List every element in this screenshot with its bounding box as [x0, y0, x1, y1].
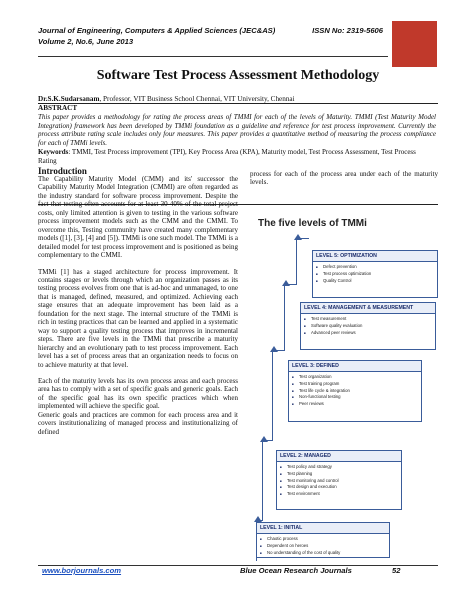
arrow-up-icon: [270, 346, 278, 352]
level-label: LEVEL 1: INITIAL: [257, 523, 389, 534]
level-item: ■ Advanced peer reviews: [311, 330, 435, 337]
level-item: ■ Test design and execution: [287, 484, 401, 491]
figure-title: The five levels of TMMi: [258, 218, 367, 229]
level-item: ■ Quality Control: [323, 278, 437, 285]
keywords-label: Keywords: [38, 148, 69, 156]
journal-header: [38, 26, 383, 47]
journal-name: Journal of Engineering, Computers & Applied Sciences (JEC&AS): [38, 26, 276, 35]
journal-volume: Volume 2, No.6, June 2013: [38, 36, 134, 46]
level-label: LEVEL 5: OPTIMIZATION: [313, 251, 437, 262]
section-heading-introduction: Introduction: [38, 166, 87, 176]
paragraph: TMMi [1] has a staged architecture for process improvement. It contains stages or levels through which an organization passes as its testing process evolves from one that is ad-hoc and unmanaged, to one that is managed, defined, measured, and optimized. Achieving each stage ensures that an adequate improvement has been laid as a foundation for the next stage. The internal structure of the TMMi is rich in testing practices that can be learned and applied in a systematic way to support a quality testing process that improves in incremental steps. There are five levels in the TMMi that prescribe a maturity hierarchy and an evolutionary path to test process improvement. Each level has a set of process areas that an organization needs to focus on to achieve maturity at that level.: [38, 267, 238, 369]
level-3-box: [288, 360, 422, 422]
paragraph: Each of the maturity levels has its own process areas and each process area has to comply with a set of specific goals and generic goals. Each of the specific goal has its own specific practices which when implemented will achieve the specific goal.: [38, 376, 238, 411]
level-item: ■ Test training program: [299, 381, 421, 388]
arrow-up-icon: [294, 234, 302, 240]
level-item: ■ Test planning: [287, 471, 401, 478]
level-item: ■ Test life cycle & integration: [299, 388, 421, 395]
level-item: ■ Test policy and strategy: [287, 464, 401, 471]
paper-title: Software Test Process Assessment Methodology: [96, 68, 380, 83]
level-item: ■ Test organization: [299, 374, 421, 381]
tmmi-levels-figure: [252, 208, 438, 558]
right-column-text: process for each of the process area under each of the maturity levels.: [250, 170, 438, 187]
level-label: LEVEL 3: DEFINED: [289, 361, 421, 372]
journal-url-link[interactable]: www.borjournals.com: [42, 566, 122, 575]
author-name: Dr.S.K.Sudarsanam: [38, 95, 100, 103]
arrow-up-icon: [282, 280, 290, 286]
level-1-box: [256, 522, 390, 558]
staircase-line: [272, 350, 285, 441]
level-item: ■ Test monitoring and control: [287, 478, 401, 485]
arrow-up-icon: [260, 436, 268, 442]
publisher-name: Blue Ocean Research Journals: [240, 566, 352, 575]
staircase-line: [296, 238, 309, 285]
keywords-text: : TMMI, Test Process improvement (TPI), Key Process Area (KPA), Maturity model, Test Process Assessment, Test Process Rating: [38, 148, 416, 165]
paragraph: Generic goals and practices are common for each process area and it covers institutionalizing of managed process and institutionalizing of defined: [38, 410, 238, 436]
keywords: [38, 148, 436, 165]
level-item: ■ Test process optimization: [323, 271, 437, 278]
level-item: ■ Test measurement: [311, 316, 435, 323]
level-label: LEVEL 4: MANAGEMENT & MEASUREMENT: [301, 303, 435, 314]
page-number: 52: [392, 566, 401, 575]
staircase-line: [284, 284, 297, 351]
level-2-box: [276, 450, 402, 510]
level-4-box: [300, 302, 436, 350]
header-divider: [38, 56, 388, 57]
level-item: ■ Non-functional testing: [299, 394, 421, 401]
issn-number: ISSN No: 2319-5606: [312, 26, 383, 35]
author-line: [38, 95, 438, 103]
author-affiliation: , Professor, VIT Business School Chennai, VIT University, Chennai: [99, 95, 295, 103]
level-label: LEVEL 2: MANAGED: [277, 451, 401, 462]
level-item: ■ Software quality evaluation: [311, 323, 435, 330]
left-column: [38, 175, 238, 444]
abstract-heading: ABSTRACT: [38, 104, 78, 112]
journal-logo-block: [392, 21, 437, 67]
level-item: ■ No understanding of the cost of quality: [267, 550, 389, 557]
level-item: ■ Test environment: [287, 491, 401, 498]
level-item: ■ Peer reviews: [299, 401, 421, 408]
paragraph: The Capability Maturity Model (CMM) and its' successor the Capability Maturity Model Integration (CMMI) are often regarded as the industry standard for software process improvement. Despite the fact that testing often accounts for at least 30-40% of the total project costs, only limited attention is given to testing in the various software process improvement models such as the CMM and the CMMI. To overcome this, Testing community have created many complementary models ([1], [3], [4] and [5]). TMMi is one such model. The TMMi is a detailed model for test process improvement and is positioned as being complementary to the CMMI.: [38, 175, 238, 260]
abstract-text: This paper provides a methodology for rating the process areas of TMMI for each of the levels of Maturity. TMMI (Test Maturity Model Integration) framework has been developed by TMMi foundation as a guideline and reference for test process improvement. Currently the process attribute rating scale includes only four measures. This paper provides a quantitative method of measuring the process compliance for each of TMMi levels.: [38, 113, 436, 147]
level-5-box: [312, 250, 438, 298]
level-item: ■ Dependent on heroes: [267, 543, 389, 550]
staircase-line: [262, 440, 273, 521]
level-item: ■ Defect prevention: [323, 264, 437, 271]
level-item: ■ Chaotic process: [267, 536, 389, 543]
